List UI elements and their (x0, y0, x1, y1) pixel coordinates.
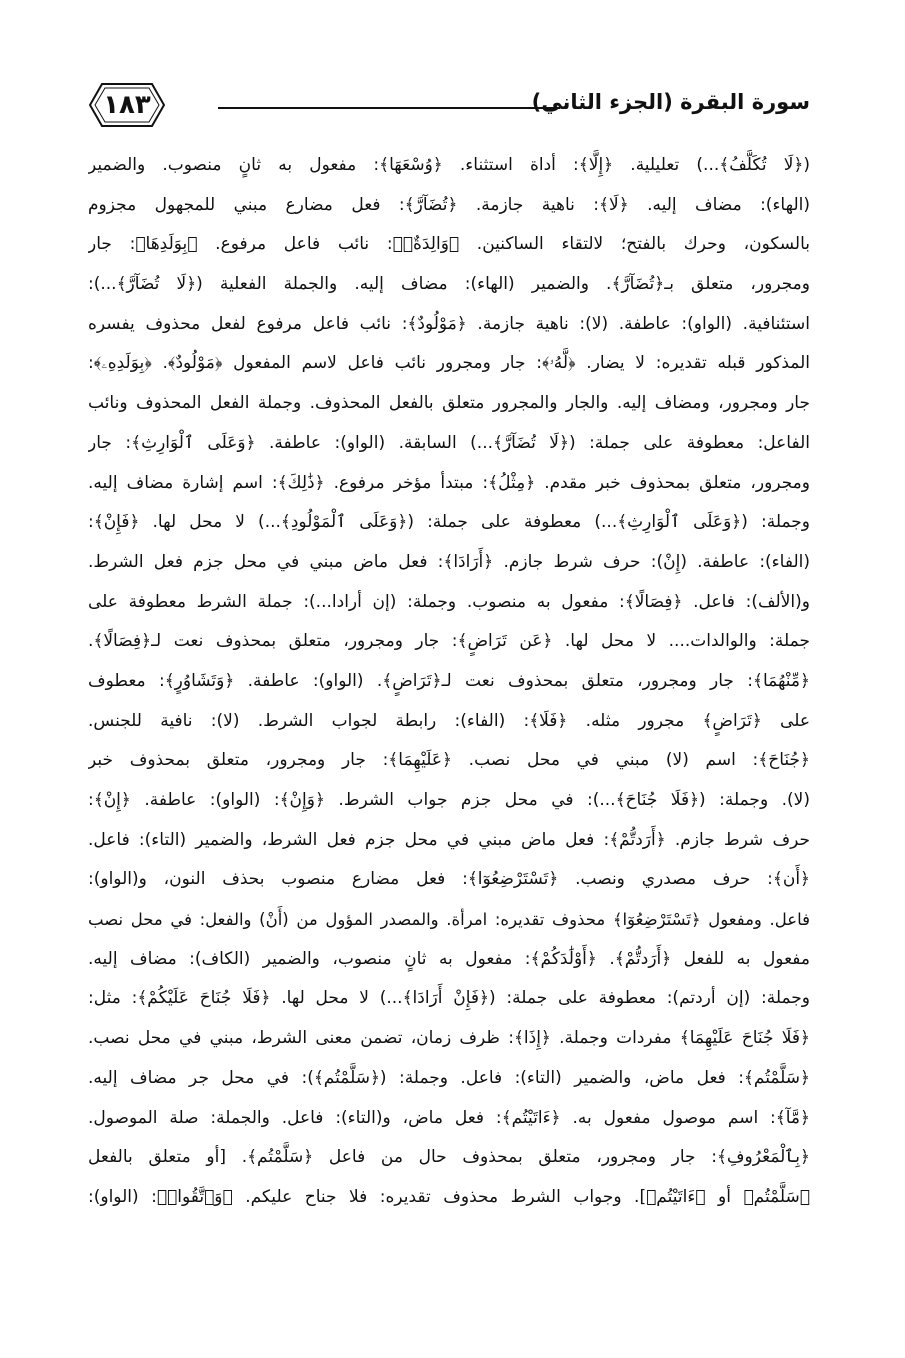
text-line: فاعل. ومفعول ﴿تَسْتَرْضِعُوٓا﴾ محذوف تقديره: امرأة. والمصدر المؤول من (أَنْ) والفعل: في محل نصب (88, 910, 810, 930)
text-line: ومجرور، متعلق بـ﴿تُضَآرَّ﴾. والضمير (الهاء): مضاف إليه. والجملة الفعلية (﴿لَا تُضَآرَّ﴾...): (88, 274, 810, 295)
text-line: ومجرور، متعلق بمحذوف خبر مقدم. ﴿مِثْلُ﴾: مبتدأ مؤخر مرفوع. ﴿ذَٰلِكَ﴾: اسم إشارة مضاف إليه. (88, 472, 810, 493)
page-number: ١٨٣ (103, 90, 151, 120)
text-line: استئنافية. (الواو): عاطفة. (لا): ناهية جازمة. ﴿مَوْلُودٌ﴾: نائب فاعل مرفوع لفعل محذوف يفسره (88, 313, 810, 334)
text-line: ﴿سَلَّمْتُم﴾: فعل ماض، والضمير (التاء): فاعل. وجملة: (﴿سَلَّمْتُم﴾): في محل جر مضاف إليه. (88, 1067, 810, 1088)
text-line: وجملة: (إن أردتم): معطوفة على جملة: (﴿فَإِنْ أَرَادَا﴾...) لا محل لها. ﴿فَلَا جُنَاحَ عَلَيْكُمْ﴾: مثل: (88, 988, 810, 1009)
text-line: (لا). وجملة: (﴿فَلَا جُنَاحَ﴾...): في محل جزم جواب الشرط. ﴿وَإِنْ﴾: (الواو): عاطفة. ﴿إِنْ﴾: (88, 790, 810, 810)
text-line: بالسكون، وحرك بالفتح؛ لالتقاء الساكنين. ﴿وَالِدَةٌۢ﴾: نائب فاعل مرفوع. ﴿بِوَلَدِهَا﴾: جار (88, 234, 810, 255)
text-line: حرف شرط جازم. ﴿أَرَدتُّمْ﴾: فعل ماض مبني في محل جزم فعل الشرط، والضمير (التاء): فاعل. (88, 829, 810, 850)
header-rule (218, 107, 560, 109)
text-line: ﴿سَلَّمْتُم﴾ أو ﴿ءَاتَيْتُم﴾]. وجواب الشرط محذوف تقديره: فلا جناح عليكم. ﴿وَٱتَّقُوا۟﴾: (الواو): (88, 1186, 810, 1207)
text-line: ﴿فَلَا جُنَاحَ عَلَيْهِمَا﴾ مفردات وجملة. ﴿إِذَا﴾: ظرف زمان، تضمن معنى الشرط، مبني في محل نصب. (88, 1028, 810, 1049)
text-line: المذكور قبله تقديره: لا يضار. ﴿لَّهُۥ﴾: جار ومجرور نائب فاعل لاسم المفعول ﴿مَوْلُودٌ﴾. ﴿بِوَلَدِهِۦ﴾: (88, 353, 810, 374)
page-number-frame (88, 80, 166, 130)
text-line: ﴿مَّآ﴾: اسم موصول مفعول به. ﴿ءَاتَيْتُم﴾: فعل ماض، و(التاء): فاعل. والجملة: صلة الموصول. (88, 1107, 810, 1128)
text-line: و(الألف): فاعل. ﴿فِصَالًا﴾: مفعول به منصوب. وجملة: (إن أرادا...): جملة الشرط معطوفة على (88, 591, 810, 612)
text-line: ﴿أَن﴾: حرف مصدري ونصب. ﴿تَسْتَرْضِعُوٓا﴾: فعل مضارع منصوب بحذف النون، و(الواو): (88, 869, 810, 890)
text-line: (﴿لَا تُكَلَّفُ﴾...) تعليلية. ﴿إِلَّا﴾: أداة استثناء. ﴿وُسْعَهَا﴾: مفعول به ثانٍ منصوب. والضمير (88, 155, 810, 175)
text-line: على ﴿تَرَاضٍ﴾ مجرور مثله. ﴿فَلَا﴾: (الفاء): رابطة لجواب الشرط. (لا): نافية للجنس. (88, 710, 810, 731)
text-line: ﴿مِّنْهُمَا﴾: جار ومجرور، متعلق بمحذوف نعت لـ﴿تَرَاضٍ﴾. (الواو): عاطفة. ﴿وَتَشَاوُرٍ﴾: معطوف (88, 670, 810, 691)
commentary-text (88, 146, 810, 1218)
text-line: (الهاء): مضاف إليه. ﴿لَا﴾: ناهية جازمة. ﴿تُضَآرَّ﴾: فعل مضارع مبني للمجهول مجزوم (88, 194, 810, 215)
text-line: الفاعل: معطوفة على جملة: (﴿لَا تُضَآرَّ﴾...) السابقة. (الواو): عاطفة. ﴿وَعَلَى ٱلْوَارِثِ﴾: جار (88, 432, 810, 453)
surah-title: سورة البقرة (الجزء الثاني) (531, 90, 810, 114)
text-line: جار ومجرور، ومضاف إليه. والجار والمجرور متعلق بالفعل المحذوف. وجملة الفعل المحذوف ونائب (88, 393, 810, 414)
page-header (88, 80, 810, 136)
text-line: وجملة: (﴿وَعَلَى ٱلْوَارِثِ﴾...) معطوفة على جملة: (﴿وَعَلَى ٱلْمَوْلُودِ﴾...) لا محل لها. ﴿فَإِنْ﴾: (88, 512, 810, 533)
text-line: مفعول به للفعل ﴿أَرَدتُّمْ﴾. ﴿أَوْلَٰدَكُمْ﴾: مفعول به ثانٍ منصوب، والضمير (الكاف): مضاف إليه. (88, 948, 810, 969)
text-line: ﴿بِٱلْمَعْرُوفِ﴾: جار ومجرور، متعلق بمحذوف حال من فاعل ﴿سَلَّمْتُم﴾. [أو متعلق بالفعل (88, 1147, 810, 1168)
text-line: (الفاء): عاطفة. (إِنْ): حرف شرط جازم. ﴿أَرَادَا﴾: فعل ماض مبني في محل جزم فعل الشرط. (88, 551, 810, 572)
text-line: جملة: والوالدات.... لا محل لها. ﴿عَن تَرَاضٍ﴾: جار ومجرور، متعلق بمحذوف نعت لـ﴿فِصَالًا﴾. (88, 631, 810, 652)
text-line: ﴿جُنَاحَ﴾: اسم (لا) مبني في محل نصب. ﴿عَلَيْهِمَا﴾: جار ومجرور، متعلق بمحذوف خبر (88, 750, 810, 771)
